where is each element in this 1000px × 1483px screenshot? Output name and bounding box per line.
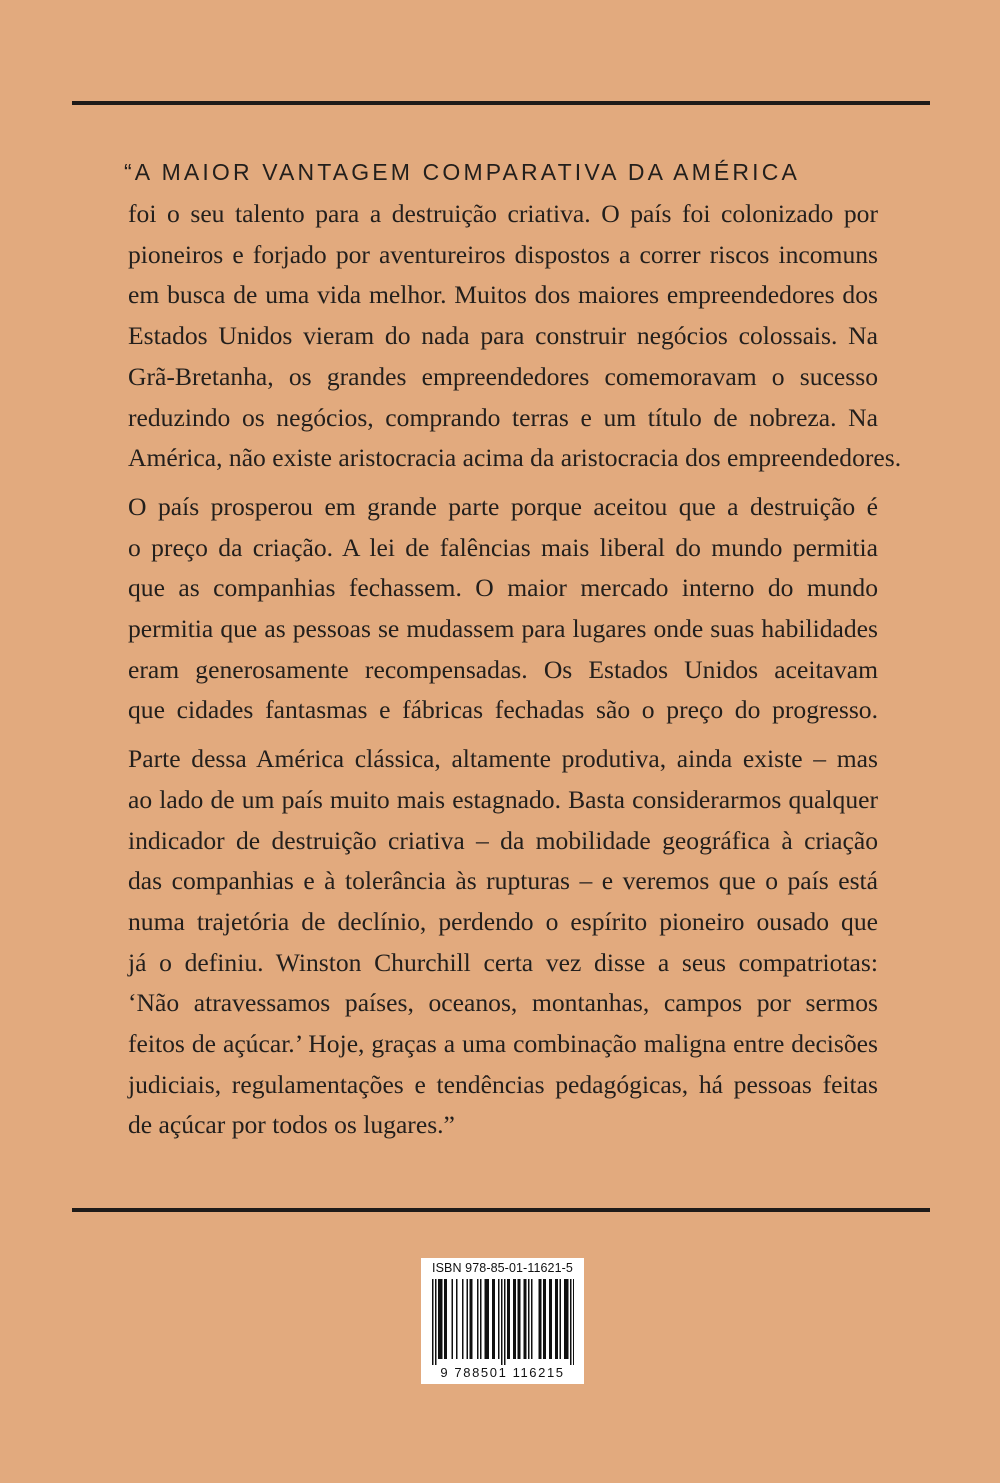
quote-lead-caps: “A MAIOR VANTAGEM COMPARATIVA DA AMÉRICA (124, 159, 800, 185)
isbn-barcode-label (421, 1258, 584, 1384)
barcode-bar (518, 1279, 520, 1359)
barcode-bar (467, 1279, 469, 1359)
text-line: das companhias e à tolerância às rupturas – e veremos que o país está (128, 866, 878, 896)
barcode-bar (498, 1279, 500, 1359)
barcode-bar (507, 1279, 509, 1359)
barcode-bar (528, 1279, 530, 1359)
barcode-bar (504, 1279, 506, 1365)
back-cover-quote (124, 150, 902, 1146)
barcode-bar (531, 1279, 533, 1359)
barcode-bar (573, 1279, 574, 1365)
quote-paragraph-3 (128, 739, 878, 1146)
text-line: já o definiu. Winston Churchill certa vez disse a seus compatriotas: (128, 947, 878, 977)
text-line: Parte dessa América clássica, altamente produtiva, ainda existe – mas (128, 744, 878, 774)
barcode-bar (567, 1279, 569, 1359)
barcode-bar (551, 1279, 553, 1359)
barcode-bar (446, 1279, 448, 1359)
text-line: feitos de açúcar.’ Hoje, graças a uma combinação maligna entre decisões (128, 1029, 878, 1059)
text-line: eram generosamente recompensadas. Os Estados Unidos aceitavam (128, 654, 878, 684)
barcode-bar (470, 1279, 472, 1359)
barcode-bar (525, 1279, 527, 1359)
text-line: foi o seu talento para a destruição criativa. O país foi colonizado por (128, 199, 878, 228)
barcode-bar (519, 1279, 521, 1359)
barcode-bar (432, 1279, 434, 1365)
barcode-bar (440, 1279, 442, 1359)
barcode-bar (494, 1279, 496, 1359)
barcode-digits: 9 788501 116215 (440, 1365, 565, 1380)
barcode-bar (557, 1279, 559, 1359)
text-line: ‘Não atravessamos países, oceanos, montanhas, campos por sermos (128, 988, 878, 1018)
barcode-bar (477, 1279, 479, 1359)
barcode-bar (524, 1279, 526, 1359)
text-line: que cidades fantasmas e fábricas fechadas são o preço do progresso. (128, 695, 878, 725)
barcode-bar (515, 1279, 517, 1359)
barcode-bar (486, 1279, 488, 1359)
text-line: Estados Unidos vieram do nada para construir negócios colossais. Na (128, 321, 878, 351)
barcode-bars (432, 1279, 574, 1365)
barcode-bar (471, 1279, 473, 1359)
text-line: de açúcar por todos os lugares.” (128, 1110, 455, 1140)
isbn-number: ISBN 978-85-01-11621-5 (432, 1261, 573, 1275)
text-line: Grã-Bretanha, os grandes empreendedores comemoravam o sucesso (128, 361, 878, 391)
barcode-bar (560, 1279, 562, 1359)
barcode-bar (545, 1279, 547, 1359)
barcode-bar (566, 1279, 568, 1359)
barcode-bar (549, 1279, 551, 1359)
text-line: indicador de destruição criativa – da mobilidade geográfica à criação (128, 825, 878, 855)
text-line: em busca de uma vida melhor. Muitos dos maiores empreendedores dos (128, 280, 878, 310)
barcode-bar (570, 1279, 572, 1365)
barcode-bar (456, 1279, 458, 1359)
barcode-bar (564, 1279, 566, 1359)
barcode-bar (488, 1279, 490, 1359)
barcode-bar (555, 1279, 557, 1359)
text-line: pioneiros e forjado por aventureiros dispostos a correr riscos incomuns (128, 239, 878, 269)
quote-paragraph-1 (128, 194, 902, 479)
barcode-bar (435, 1279, 437, 1365)
text-line: reduzindo os negócios, comprando terras e um título de nobreza. Na (128, 402, 878, 432)
text-line: judiciais, regulamentações e tendências pedagógicas, há pessoas feitas (128, 1069, 878, 1099)
quote-paragraph-2 (128, 487, 878, 731)
text-line: o preço da criação. A lei de falências mais liberal do mundo permitia (128, 532, 878, 562)
barcode-bar (543, 1279, 545, 1359)
text-line: permitia que as pessoas se mudassem para lugares onde suas habilidades (128, 614, 878, 644)
top-divider-rule (72, 101, 930, 105)
barcode-bar (462, 1279, 464, 1359)
barcode-bar (492, 1279, 494, 1359)
barcode-bar (513, 1279, 515, 1359)
text-line: América, não existe aristocracia acima da aristocracia dos empreendedores. (128, 443, 902, 473)
text-line: numa trajetória de declínio, perdendo o espírito pioneiro ousado que (128, 906, 878, 936)
barcode-bar (441, 1279, 443, 1359)
barcode-bar (438, 1279, 440, 1359)
barcode-bar (485, 1279, 487, 1359)
barcode-bar (444, 1279, 446, 1359)
barcode-bar (480, 1279, 482, 1359)
barcode-bar (501, 1279, 503, 1365)
barcode-bar (509, 1279, 511, 1359)
barcode-bar (539, 1279, 541, 1359)
bottom-divider-rule (72, 1208, 930, 1212)
text-line: O país prosperou em grande parte porque aceitou que a destruição é (128, 491, 878, 521)
barcode-bar (540, 1279, 542, 1359)
text-line: ao lado de um país muito mais estagnado. Basta considerarmos qualquer (128, 784, 878, 814)
text-line: que as companhias fechassem. O maior mercado interno do mundo (128, 573, 878, 603)
barcode-bar (452, 1279, 454, 1359)
